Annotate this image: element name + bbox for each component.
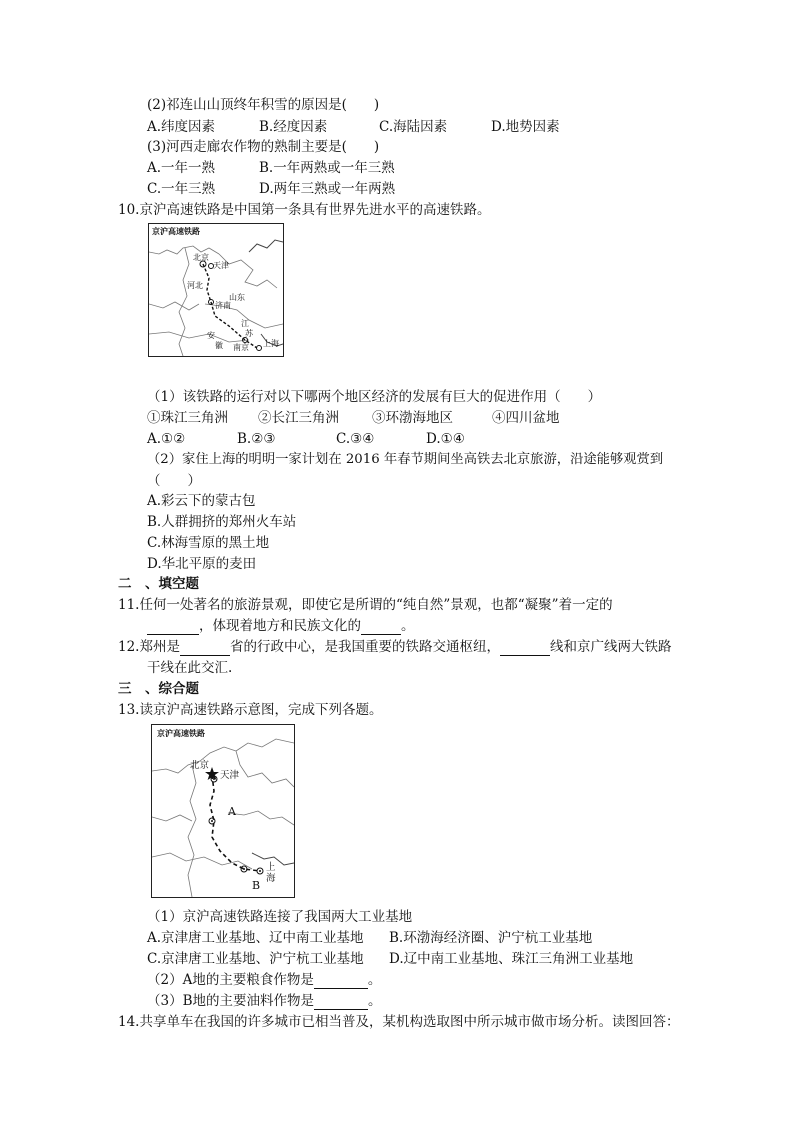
q10-region-1: ①珠江三角洲 xyxy=(147,410,228,426)
q9-part2-option-d: D.地势因素 xyxy=(491,119,560,135)
q13-stem: 13.读京沪高速铁路示意图，完成下列各题。 xyxy=(118,702,383,718)
q13-part3-text: （3）B地的主要油料作物是 xyxy=(147,993,315,1009)
q9-part3-option-c: C.一年三熟 xyxy=(147,181,216,197)
q13-railway-map xyxy=(151,724,295,898)
q10-part1-option-b: B.②③ xyxy=(237,431,276,447)
q12-blank-2[interactable] xyxy=(500,641,550,656)
q12-text-b: 省的行政中心，是我国重要的铁路交通枢纽， xyxy=(229,639,500,655)
q10-part1-option-a: A.①② xyxy=(147,431,186,447)
q10-map-title: 京沪高速铁路 xyxy=(152,226,200,236)
q10-part2-option-b: B.人群拥挤的郑州火车站 xyxy=(147,514,297,530)
q10-region-4: ④四川盆地 xyxy=(492,410,560,426)
q10-part1-option-d: D.①④ xyxy=(426,431,465,447)
q10-part1-option-c: C.③④ xyxy=(336,431,375,447)
q12-line1 xyxy=(118,638,671,656)
q10-part2-stem: （2）家住上海的明明一家计划在 2016 年春节期间坐高铁去北京旅游，沿途能够观赏到 xyxy=(147,452,664,467)
q13-map-label-a: A xyxy=(228,805,236,818)
q10-map-label-hui: 徽 xyxy=(215,341,223,350)
q13-part3-end: 。 xyxy=(368,993,382,1009)
q10-part2-option-c: C.林海雪原的黑土地 xyxy=(147,535,270,551)
q13-part3 xyxy=(147,992,382,1010)
q11-blank-2[interactable] xyxy=(361,620,401,635)
q13-map-label-tianjin: 天津 xyxy=(220,770,240,781)
q13-part1-option-a: A.京津唐工业基地、辽中南工业基地 xyxy=(147,930,364,946)
q10-map-label-shandong: 山东 xyxy=(229,293,245,302)
q13-part2-end: 。 xyxy=(367,972,382,988)
q10-map-label-shanghai: 上海 xyxy=(263,339,279,348)
q10-part2-option-d: D.华北平原的麦田 xyxy=(147,556,257,572)
q10-part2-stem-cont: （ ） xyxy=(147,473,201,489)
q10-map-label-jinan: 济南 xyxy=(215,301,231,310)
q9-part2-stem: (2)祁连山山顶终年积雪的原因是( ) xyxy=(147,97,380,113)
q10-railway-map xyxy=(148,223,284,357)
q9-part3-option-b: B.一年两熟或一年三熟 xyxy=(259,160,395,176)
q13-part1-option-b: B.环渤海经济圈、沪宁杭工业基地 xyxy=(389,930,593,946)
q10-map-label-hebei: 河北 xyxy=(187,281,203,290)
q14-stem: 14.共享单车在我国的许多城市已相当普及，某机构选取图中所示城市做市场分析。读图回答： xyxy=(118,1014,680,1030)
q13-part3-blank[interactable] xyxy=(314,995,368,1010)
q13-part2 xyxy=(147,971,381,989)
q11-line2-end: 。 xyxy=(401,618,415,634)
q9-part2-option-b: B.经度因素 xyxy=(259,119,328,135)
q10-map-label-beijing: 北京 xyxy=(193,253,209,262)
q10-map-label-nanjing: 南京 xyxy=(233,343,249,352)
q11-blank-1[interactable] xyxy=(147,620,199,635)
q10-stem: 10.京沪高速铁路是中国第一条具有世界先进水平的高速铁路。 xyxy=(118,202,491,218)
q12-text-a: 12.郑州是 xyxy=(118,639,180,655)
q13-part1-stem: （1）京沪高速铁路连接了我国两大工业基地 xyxy=(147,909,413,925)
q13-map-label-b: B xyxy=(252,879,261,892)
q10-region-2: ②长江三角洲 xyxy=(258,410,339,426)
q13-map-label-shang: 上 xyxy=(266,862,276,873)
q11-line2-text: ，体现着地方和民族文化的 xyxy=(199,618,361,634)
q10-map-graphic xyxy=(149,224,283,356)
q9-part3-option-d: D.两年三熟或一年两熟 xyxy=(259,181,396,197)
q13-part1-option-c: C.京津唐工业基地、沪宁杭工业基地 xyxy=(147,951,364,967)
section-3-title: 三 、综合题 xyxy=(118,681,199,697)
q9-part3-option-a: A.一年一熟 xyxy=(147,160,216,176)
q13-part1-option-d: D.辽中南工业基地、珠江三角洲工业基地 xyxy=(389,951,634,967)
q12-line2: 干线在此交汇. xyxy=(147,660,233,676)
q10-map-label-su: 苏 xyxy=(245,329,253,338)
q13-map-label-hai: 海 xyxy=(266,873,276,884)
q12-blank-1[interactable] xyxy=(180,641,230,656)
q9-part2-option-c: C.海陆因素 xyxy=(379,119,448,135)
q10-map-label-an: 安 xyxy=(207,331,215,340)
q13-map-label-beijing: 北京 xyxy=(190,760,210,771)
q9-part3-stem: (3)河西走廊农作物的熟制主要是( ) xyxy=(147,139,380,155)
q11-line2 xyxy=(147,617,415,635)
q12-text-c: 线和京广线两大铁路 xyxy=(549,639,672,655)
q10-map-label-jiang: 江 xyxy=(241,319,249,328)
q13-part2-text: （2）A地的主要粮食作物是 xyxy=(147,972,314,988)
q10-part2-option-a: A.彩云下的蒙古包 xyxy=(147,493,256,509)
q10-map-label-tianjin: 天津 xyxy=(213,261,229,270)
q10-part1-stem: （1）该铁路的运行对以下哪两个地区经济的发展有巨大的促进作用（ ） xyxy=(147,389,602,405)
q13-map-title: 京沪高速铁路 xyxy=(157,728,205,738)
q10-region-3: ③环渤海地区 xyxy=(372,410,453,426)
q9-part2-option-a: A.纬度因素 xyxy=(147,119,216,135)
q11-line1: 11.任何一处著名的旅游景观，即使它是所谓的“纯自然”景观，也都“凝聚”着一定的 xyxy=(118,597,613,613)
q13-part2-blank[interactable] xyxy=(314,974,368,989)
section-2-title: 二 、填空题 xyxy=(118,576,199,592)
